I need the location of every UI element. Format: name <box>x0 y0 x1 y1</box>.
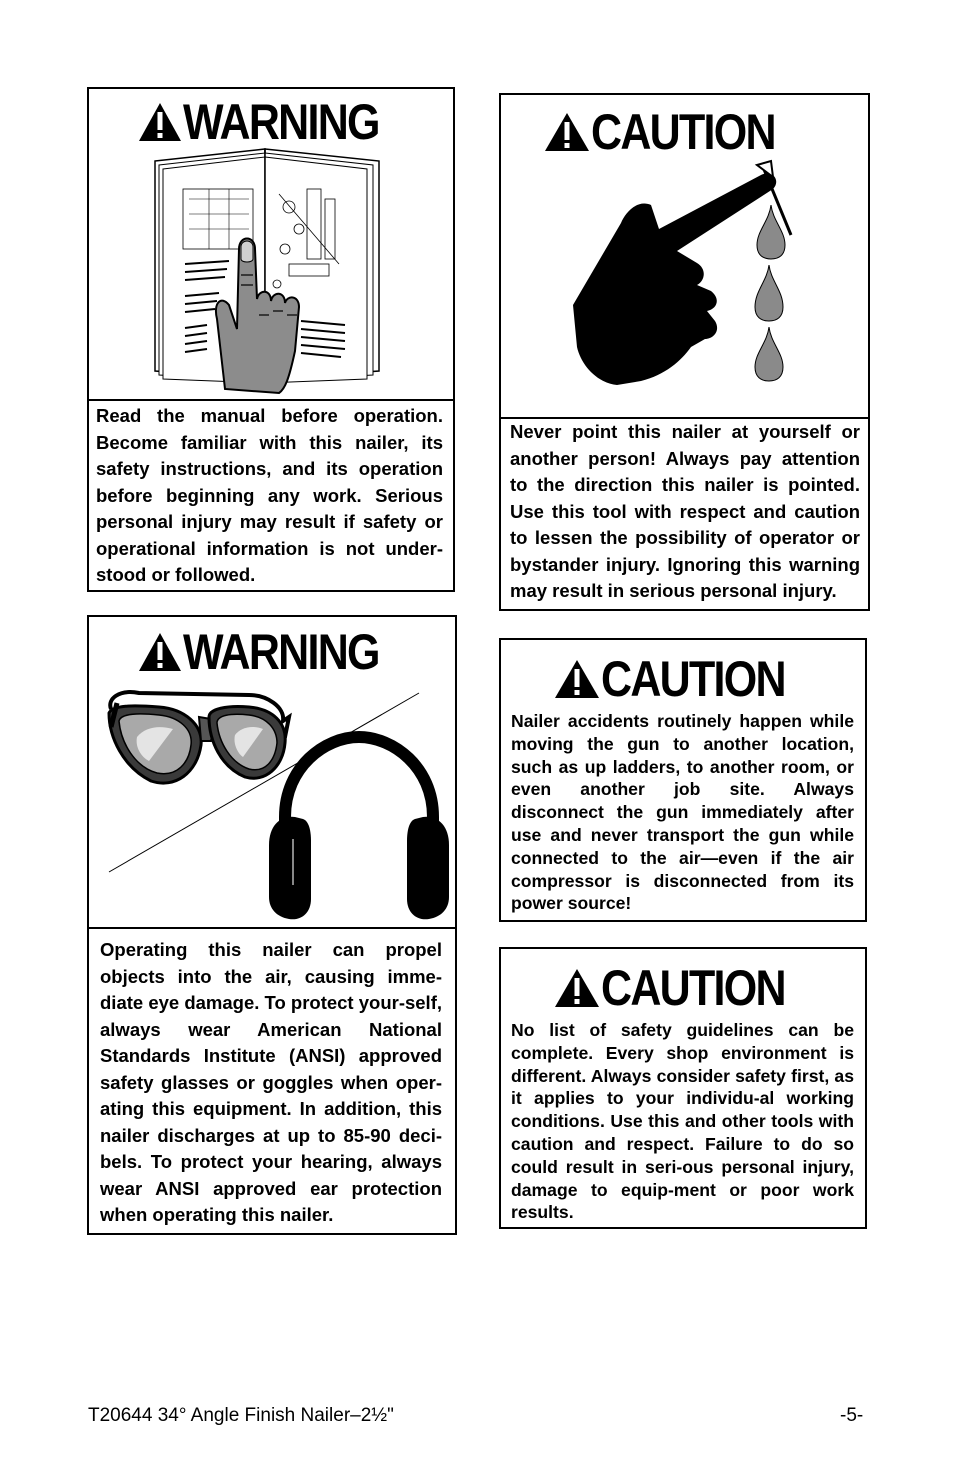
warning-manual-text: Read the manual before operation. Become familiar with this nailer, its safety instructions, and its operation before beginning any work. Serious personal injury may result if safety or operational information is not under-stood or followed. <box>96 405 443 585</box>
caution-heading-text: CAUTION <box>601 960 785 1016</box>
caution-heading <box>553 960 815 1016</box>
warning-box-protection <box>87 615 457 1235</box>
pointing-hand-icon <box>501 95 868 415</box>
caution-moving-text: Nailer accidents routinely happen while moving the gun to another location, such as up ladders, to another room, or even another job site. Always disconnect the gun immediately after use and never transport the gun while connected to the air—even if the air compressor is disconnected from its power source! <box>511 711 854 914</box>
caution-heading <box>553 651 815 707</box>
warning-box-manual <box>87 87 455 592</box>
warning-heading-text: WARNING <box>183 624 379 680</box>
footer-title: T20644 34° Angle Finish Nailer–2½" <box>88 1405 394 1426</box>
warning-triangle-icon <box>553 967 601 1009</box>
warning-heading-text: WARNING <box>183 94 379 150</box>
pointing-figure <box>501 95 868 419</box>
blood-drop-icon <box>755 265 783 321</box>
safety-glasses-icon <box>109 692 289 783</box>
manual-reading-icon <box>89 89 453 397</box>
warning-protection-text: Operating this nailer can propel objects into the air, causing imme-diate eye damage. To protect your-self, always wear American National Standards Institute (ANSI) approved safety glasses or goggles when oper-ating this equipment. In addition, this nailer discharges at up to 85-90 deci-bels. To protect your hearing, always wear ANSI approved ear protection when operating this nailer. <box>100 939 442 1225</box>
caution-box-moving <box>499 638 867 922</box>
page-number: -5- <box>840 1405 864 1426</box>
caution-heading-text: CAUTION <box>601 651 785 707</box>
blood-drop-icon <box>755 327 783 381</box>
protection-illustration <box>89 617 455 925</box>
protection-figure <box>89 617 455 929</box>
caution-box-pointing <box>499 93 870 611</box>
manual-figure <box>89 89 453 401</box>
caution-general-text: No list of safety guidelines can be complete. Every shop environment is different. Always consider safety first, as it applies to your individu-al working conditions. Use this and other tools with caution and respect. Failure to do so could result in seri-ous personal injury, damage to equip-ment or poor work results. <box>511 1020 854 1223</box>
caution-box-general <box>499 947 867 1229</box>
caution-heading-text: CAUTION <box>591 104 775 160</box>
earmuffs-icon <box>269 737 449 919</box>
caution-pointing-text: Never point this nailer at yourself or another person! Always pay attention to the direction this nailer is pointed. Use this tool with respect and caution to lessen the possibility of operator or bystander injury. Ignoring this warning may result in serious personal injury. <box>510 421 860 601</box>
warning-triangle-icon <box>553 658 601 700</box>
